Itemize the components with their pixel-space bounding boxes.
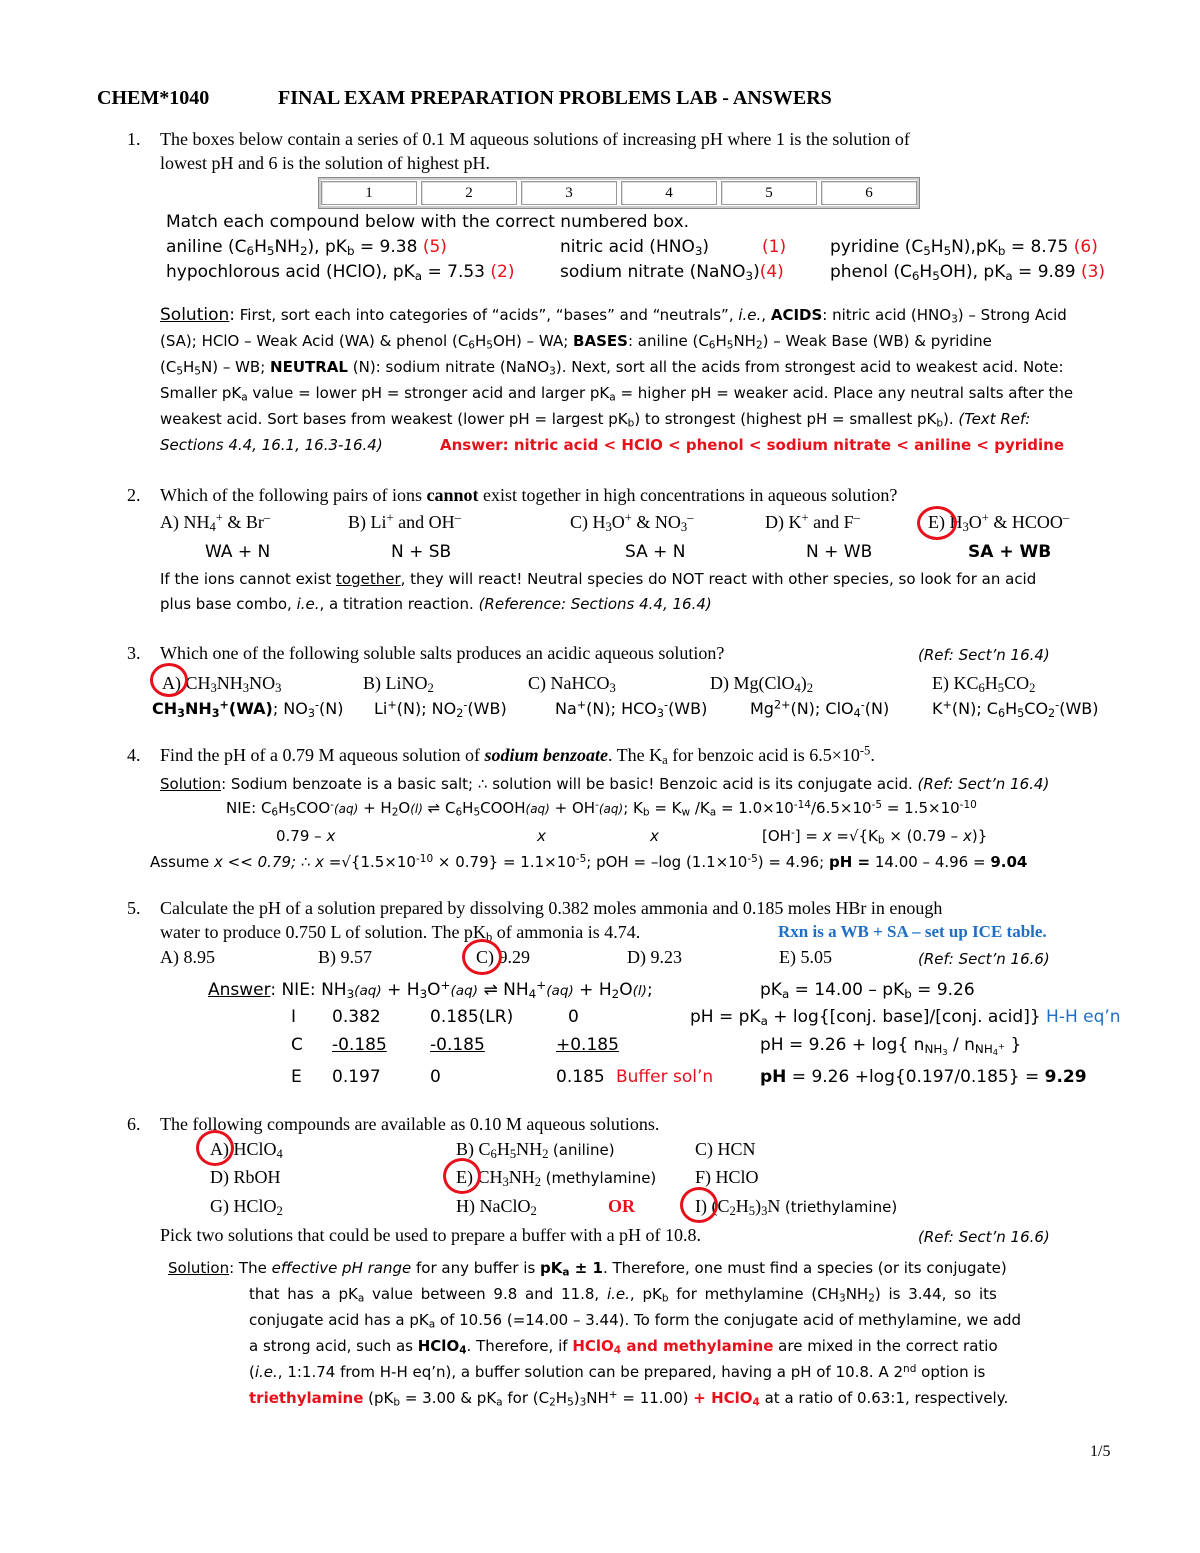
q1-number: 1. — [127, 129, 141, 149]
q6-option-c: C) HCN — [695, 1139, 756, 1159]
q1-answer-nitric: (1) — [762, 237, 787, 257]
q5-row-i-label: I — [291, 1007, 297, 1027]
q1-answer: Answer: nitric acid < HClO < phenol < sodium nitrate < aniline < pyridine — [440, 436, 1064, 454]
q2-option-c: C) $H_3O^+$ & $NO_3^-$ — [570, 510, 694, 535]
q5-row-i-nh4: 0 — [568, 1007, 579, 1027]
page-number: 1/5 — [1090, 1443, 1111, 1460]
q6-solution-line5: (i.e., 1:1.74 from H-H eq’n), a buffer solution can be prepared, having a pH of 10.8. A 2nd option is — [249, 1362, 986, 1381]
answer-circle — [680, 1187, 718, 1223]
q5-hh-equation: pH = $pK_a$ + log{[conj. base]/[conj. acid]} H-H eq’n — [690, 1007, 1121, 1028]
q6-option-i: I) $(C_2H_5)_3N$ (triethylamine) — [695, 1196, 898, 1219]
q3-class-e: K+(N); $C_6H_5CO_2^-(WB)$ — [932, 698, 1099, 720]
page-title: FINAL EXAM PREPARATION PROBLEMS LAB - ANSWERS — [278, 87, 832, 109]
q5-buffer-label: Buffer sol’n — [616, 1067, 714, 1087]
q5-pka: $pK_a = 14.00 - pK_b = 9.26$ — [760, 980, 975, 1001]
q2-class-b: N + SB — [391, 542, 452, 562]
q3-class-d: $Mg^{2+}(N)$; ClO$_4$-(N) — [750, 698, 890, 720]
q2-number: 2. — [127, 485, 141, 505]
answer-circle — [462, 939, 502, 975]
q1-stem-line2: lowest pH and 6 is the solution of highest pH. — [160, 153, 490, 173]
q1-text-ref: Sections 4.4, 16.1, 16.3-16.4) — [160, 436, 383, 454]
q6-stem: The following compounds are available as 0.10 M aqueous solutions. — [160, 1114, 660, 1134]
q4-number: 4. — [127, 745, 141, 765]
q6-or: OR — [608, 1196, 635, 1216]
q5-row-i-h3o: 0.185(LR) — [430, 1007, 514, 1027]
q1-solution-line2: (SA); HClO – Weak Acid (WA) & phenol $(C_6H_5OH)$ – WA; BASES: aniline $(C_6H_5NH_2)$ – Weak Base (WB) & pyridine — [160, 332, 992, 352]
q5-row-c-nh4: +0.185 — [556, 1035, 619, 1055]
q3-option-e: E) $KC_6H_5CO_2$ — [932, 673, 1036, 696]
q6-solution-line1: Solution: The effective pH range for any buffer is $pK_a \pm 1$. Therefore, one must find a species (or its conjugate) — [168, 1259, 1007, 1279]
q1-answer-nano3: (4) — [759, 262, 784, 282]
q5-final-ph: pH = 9.26 +log{0.197/0.185} = 9.29 — [760, 1067, 1087, 1087]
answer-circle — [150, 663, 188, 697]
q1-solution-line5: weakest acid. Sort bases from weakest (lower pH = largest $pK_b$) to strongest (highest pH = smallest $pK_b$). (Text Ref: — [160, 410, 1031, 430]
q2-option-e: E) $H_3O^+$ & HCOO– — [928, 510, 1070, 535]
q2-option-d: D) K+ and F– — [765, 510, 860, 532]
q3-option-c: C) NaHCO$_3$ — [528, 673, 616, 696]
q4-nie: NIE: $C_6H_5COO^-(aq) + H_2O(l)$ ⇌ $C_6H_5COOH(aq) + OH^-(aq)$; $K_b = K_w$ $/K_a = 1.0\times 10^{-14}/6.5\times 10^{-5} = 1.5\times 10^{-10}$ — [226, 798, 977, 819]
q4-ice-x1: x — [537, 827, 546, 845]
q1-answer-aniline: (5) — [422, 237, 447, 257]
course-code: CHEM*1040 — [97, 87, 210, 109]
q5-number: 5. — [127, 898, 141, 918]
q1-solution-line1: Solution: First, sort each into categories of “acids”, “bases” and “neutrals”, i.e., ACIDS: nitric acid $(HNO_3)$ – Strong Acid — [160, 305, 1067, 326]
q3-class-a: $CH_3NH_3^+(WA)$; $NO_3^-(N)$ — [152, 698, 344, 720]
ph-box: 6 — [821, 181, 917, 205]
q5-option-a: A) 8.95 — [160, 947, 215, 967]
q3-stem: Which one of the following soluble salts produces an acidic aqueous solution? — [160, 643, 725, 663]
ph-box: 3 — [521, 181, 617, 205]
q5-row-e-h3o: 0 — [430, 1067, 441, 1087]
q1-answer-pyridine: (6) — [1073, 237, 1098, 257]
q5-hint: Rxn is a WB + SA – set up ICE table. — [778, 922, 1047, 941]
q2-stem: Which of the following pairs of ions cannot exist together in high concentrations in aqueous solution? — [160, 485, 898, 505]
q1-solution-line3: $(C_5H_5N)$ – WB; NEUTRAL (N): sodium nitrate (NaNO$_3$). Next, sort all the acids from strongest acid to weakest acid. Note: — [160, 358, 1064, 378]
q6-solution-line4: a strong acid, such as HClO$_4$. Therefore, if HClO$_4$ and methylamine are mixed in the correct ratio — [249, 1337, 998, 1357]
q2-class-e: SA + WB — [968, 542, 1052, 562]
q3-class-b: Li+(N); $NO_2^-(WB)$ — [374, 698, 507, 720]
q6-pick: Pick two solutions that could be used to prepare a buffer with a pH of 10.8. — [160, 1225, 702, 1245]
q4-ice-x2: x — [650, 827, 659, 845]
ph-box: 1 — [321, 181, 417, 205]
q5-hh-label: H-H eq’n — [1046, 1007, 1121, 1027]
q5-row-c-nh3: -0.185 — [332, 1035, 387, 1055]
q4-assume: Assume x << 0.79; ∴ $x =√\{1.5\times 10^{-10} \times 0.79\} = 1.1\times 10^{-5}$; pOH = –log $(1.1\times 10^{-5}) = 4.96$; pH = 14.00 – 4.96 = 9.04 — [150, 852, 1028, 871]
ph-boxes — [318, 177, 920, 209]
q5-answer-nie: Answer: NIE: $NH_3(aq) + H_3O^+(aq)$ ⇌ $NH_4^+(aq) + H_2O(l)$; — [208, 978, 653, 1001]
q1-sodium-nitrate: sodium nitrate (NaNO$_3$)(4) — [560, 262, 784, 283]
q4-solution-line1: Solution: Sodium benzoate is a basic salt; ∴ solution will be basic! Benzoic acid is its conjugate acid. (Ref: Sect’n 16.4) — [160, 775, 1050, 793]
q5-option-b: B) 9.57 — [318, 947, 372, 967]
q3-ref: (Ref: Sect’n 16.4) — [918, 646, 1050, 664]
q6-option-e: E) $CH_3NH_2$ (methylamine) — [456, 1167, 657, 1190]
q2-option-a: A) $NH_4^+$ & Br– — [160, 510, 271, 535]
q4-ice-row1: 0.79 – x — [276, 827, 336, 845]
q5-option-c: C) 9.29 — [476, 947, 530, 967]
ph-box: 4 — [621, 181, 717, 205]
q6-solution-line6: triethylamine ($pK_b = 3.00$ & $pK_a$ for $(C_2H_5)_3NH^+ = 11.00$) + HClO$_4$ at a ratio of 0.63:1, respectively. — [249, 1388, 1009, 1409]
q1-answer-phenol: (3) — [1080, 262, 1106, 282]
q1-solution-line4: Smaller $pK_a$ value = lower pH = stronger acid and larger $pK_a$ = higher pH = weaker acid. Place any neutral salts after the — [160, 384, 1074, 404]
q2-option-b: B) Li+ and OH– — [348, 510, 461, 532]
q6-option-b: B) $C_6H_5NH_2$ (aniline) — [456, 1139, 615, 1162]
q3-class-c: Na+(N); $HCO_3^-(WB)$ — [555, 698, 708, 720]
q1-match-instruction: Match each compound below with the correct numbered box. — [166, 212, 690, 232]
q6-solution-line3: conjugate acid has a $pK_a$ of 10.56 (=14.00 – 3.44). To form the conjugate acid of methylamine, we add — [249, 1311, 1022, 1331]
q6-option-d: D) RbOH — [210, 1167, 281, 1187]
q1-aniline: aniline $(C_6H_5NH_2)$, $pK_b = 9.38$ (5) — [166, 237, 447, 258]
q6-ref: (Ref: Sect’n 16.6) — [918, 1228, 1050, 1246]
q6-option-h: H) NaClO$_2$ — [456, 1196, 537, 1219]
q5-row-c-h3o: -0.185 — [430, 1035, 485, 1055]
q5-option-e: E) 5.05 — [779, 947, 832, 967]
q1-pyridine: pyridine $(C_5H_5N),pK_b = 8.75$ (6) — [830, 237, 1098, 258]
answer-circle — [196, 1130, 234, 1166]
q2-explanation-line2: plus base combo, i.e., a titration reaction. (Reference: Sections 4.4, 16.4) — [160, 595, 712, 613]
answer-circle — [917, 506, 957, 540]
q5-ref: (Ref: Sect’n 16.6) — [918, 950, 1050, 968]
q2-class-a: WA + N — [205, 542, 271, 562]
q1-phenol: phenol $(C_6H_5OH)$, $pK_a = 9.89$ (3) — [830, 262, 1106, 283]
ph-box: 5 — [721, 181, 817, 205]
q6-option-g: G) HClO$_2$ — [210, 1196, 283, 1219]
q1-hypochlorous: hypochlorous acid (HClO), $pK_a = 7.53$ (2) — [166, 262, 515, 283]
q3-number: 3. — [127, 643, 141, 663]
q4-oh-expression: $[OH^-] = x =√\{K_b \times (0.79 - x)\}$ — [762, 826, 988, 847]
q5-row-e-label: E — [291, 1067, 302, 1087]
q5-ph-mole-ratio: pH = 9.26 + log{ $n_{NH_3} / n_{NH_4^+}$ } — [760, 1035, 1022, 1058]
q3-option-d: D) $Mg(ClO_4)_2$ — [710, 673, 814, 696]
q6-solution-line2: that has a $pK_a$ value between 9.8 and 11.8, i.e., $pK_b$ for methylamine $(CH_3NH_2)$ is 3.44, so its — [249, 1285, 997, 1305]
q2-class-c: SA + N — [625, 542, 686, 562]
q1-stem-line1: The boxes below contain a series of 0.1 M aqueous solutions of increasing pH where 1 is the solution of — [160, 129, 910, 149]
q6-option-f: F) HClO — [695, 1167, 759, 1187]
q5-stem-line2: water to produce 0.750 L of solution. The $pK_b$ of ammonia is 4.74. — [160, 922, 641, 945]
q5-row-e-nh3: 0.197 — [332, 1067, 381, 1087]
q1-answer-hclo: (2) — [490, 262, 515, 282]
q4-stem: Find the pH of a 0.79 M aqueous solution of sodium benzoate. The $K_a$ for benzoic acid is $6.5\times 10^{-5}$. — [160, 743, 875, 768]
q6-number: 6. — [127, 1114, 141, 1134]
q5-row-c-label: C — [291, 1035, 303, 1055]
q6-option-a: A) HClO$_4$ — [210, 1139, 283, 1162]
q5-option-d: D) 9.23 — [627, 947, 682, 967]
q2-explanation-line1: If the ions cannot exist together, they will react! Neutral species do NOT react with other species, so look for an acid — [160, 570, 1037, 588]
q5-stem-line1: Calculate the pH of a solution prepared by dissolving 0.382 moles ammonia and 0.185 moles HBr in enough — [160, 898, 943, 918]
q3-option-a: A) $CH_3NH_3NO_3$ — [162, 673, 282, 696]
q3-option-b: B) LiNO$_2$ — [363, 673, 434, 696]
ph-box: 2 — [421, 181, 517, 205]
q5-row-i-nh3: 0.382 — [332, 1007, 381, 1027]
q1-nitric: nitric acid $(HNO_3)$ — [560, 237, 710, 258]
q2-class-d: N + WB — [806, 542, 873, 562]
answer-circle — [443, 1158, 481, 1194]
q5-row-e-nh4: 0.185 — [556, 1067, 605, 1087]
